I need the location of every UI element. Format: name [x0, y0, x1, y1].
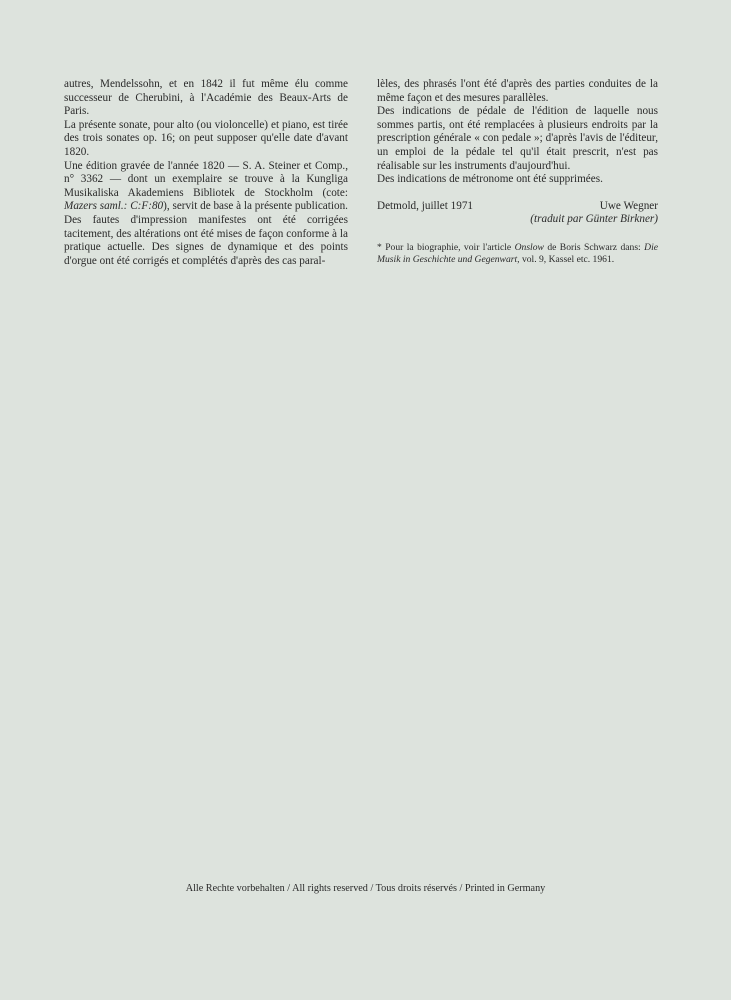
left-column	[64, 78, 348, 268]
right-column	[377, 78, 658, 267]
footnote-text-a: * Pour la biographie, voir l'article	[377, 241, 515, 253]
footnote-encyclopedia: Die Musik in Geschichte und Gegenwart	[377, 241, 658, 266]
paragraph-pedal: Des indications de pédale de l'édition de laquelle nous sommes partis, ont été remplacées à plusieurs endroits par la prescription générale « con pedale »; d'après l'avis de l'éditeur, un emploi de la pédale tel qu'il était prescrit, n'est pas réalisable sur les instruments d'aujourd'hui.	[377, 105, 658, 172]
author-name: Uwe Wegner	[599, 199, 658, 212]
footnote-text-b: de Boris Schwarz dans:	[543, 241, 645, 253]
paragraph-phrasing: lèles, des phrasés l'ont été d'après des parties conduites de la même façon et des mesures parallèles.	[377, 78, 658, 104]
place-date: Detmold, juillet 1971	[377, 199, 474, 212]
footnote-text-c: , vol. 9, Kassel etc. 1961.	[517, 254, 615, 266]
source-edition-text-b: ), servit de base à la présente publication.	[163, 200, 348, 213]
translator-credit: (traduit par Günter Birkner)	[530, 213, 658, 226]
rights-footer: Alle Rechte vorbehalten / All rights reserved / Tous droits réservés / Printed in Germany	[185, 883, 546, 894]
source-edition-text-a: Une édition gravée de l'année 1820 — S. A. Steiner et Comp., n° 3362 — dont un exemplaire se trouve à la Kungliga Musikaliska Akademiens Bibliotek de Stockholm (cote:	[64, 159, 348, 199]
paragraph-sonata-origin: La présente sonate, pour alto (ou violoncelle) et piano, est tirée des trois sonates op. 16; on peut supposer qu'elle date d'avant 1820.	[64, 118, 348, 158]
paragraph-metronome: Des indications de métronome ont été supprimées.	[377, 173, 603, 186]
signature-row	[377, 200, 658, 214]
shelfmark: Mazers saml.: C:F:80	[64, 200, 164, 213]
paragraph-corrections: Des fautes d'impression manifestes ont été corrigées tacitement, des altérations ont été mises de façon conforme à la pratique actuelle. Des signes de dynamique et des points d'orgue ont été corrigés et complétés d'après des cas paral-	[64, 213, 348, 267]
footnote	[377, 242, 658, 267]
paragraph-biography-end: autres, Mendelssohn, et en 1842 il fut même élu comme successeur de Cherubini, à l'Académie des Beaux-Arts de Paris.	[64, 78, 348, 118]
footnote-article: Onslow	[514, 241, 544, 253]
paragraph-source-edition	[64, 160, 348, 214]
